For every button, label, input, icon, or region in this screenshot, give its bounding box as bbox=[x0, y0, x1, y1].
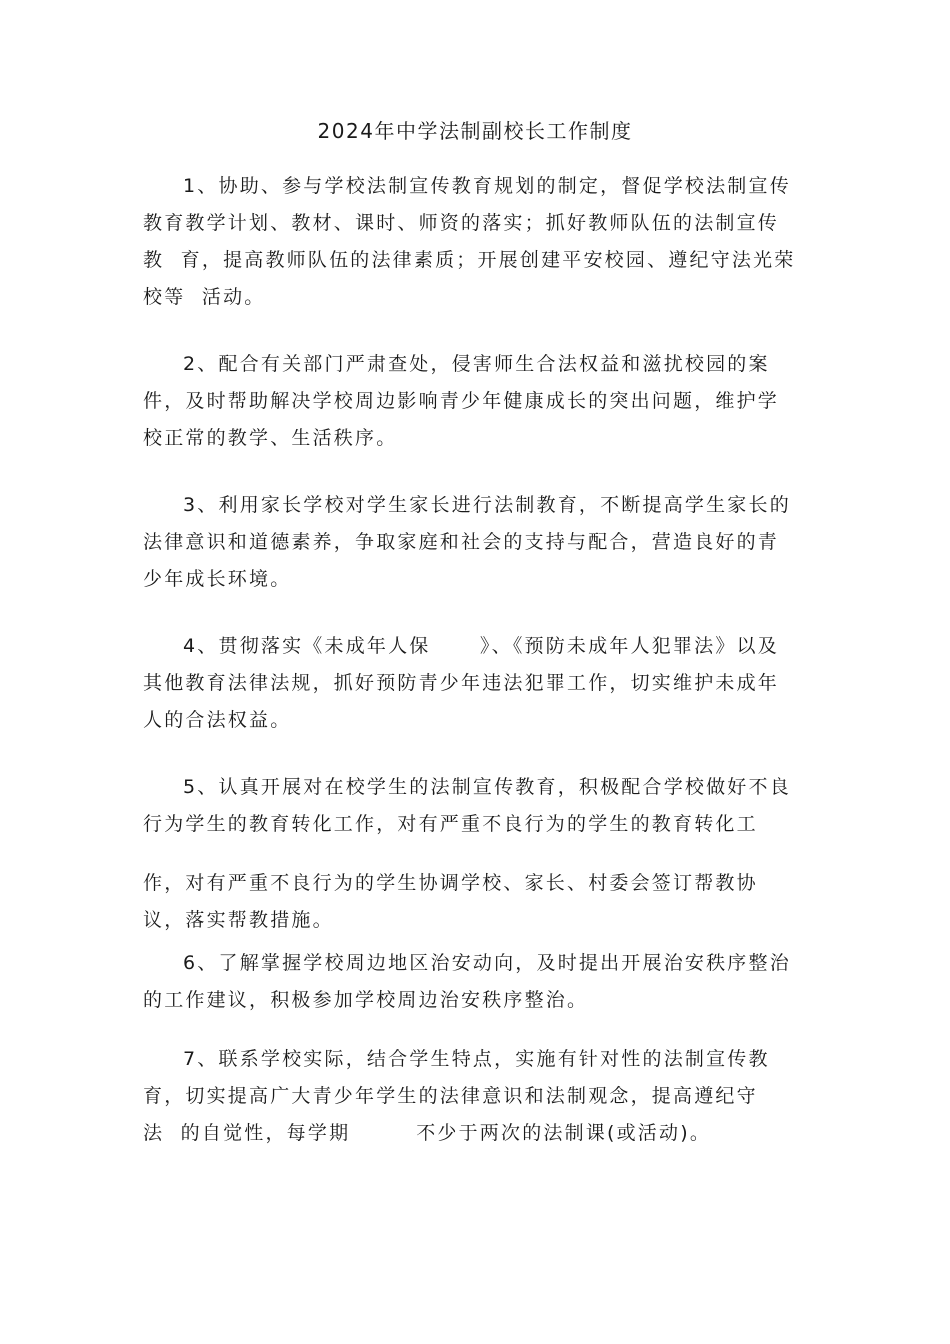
paragraph-line: 行为学生的教育转化工作，对有严重不良行为的学生的教育转化工 bbox=[143, 813, 758, 835]
paragraph-line: 1、协助、参与学校法制宣传教育规划的制定，督促学校法制宣传 bbox=[183, 175, 791, 197]
paragraph-line: 法 的自觉性，每学期 不少于两次的法制课(或活动)。 bbox=[143, 1122, 712, 1144]
document-body bbox=[143, 168, 813, 1152]
paragraph-line: 议，落实帮教措施。 bbox=[143, 909, 334, 931]
paragraph-line: 5、认真开展对在校学生的法制宣传教育，积极配合学校做好不良 bbox=[183, 776, 791, 798]
paragraph-line: 校正常的教学、生活秩序。 bbox=[143, 427, 398, 449]
paragraph-4 bbox=[143, 628, 813, 739]
paragraph-5 bbox=[143, 769, 813, 843]
paragraph-line: 法律意识和道德素养，争取家庭和社会的支持与配合，营造良好的青 bbox=[143, 531, 780, 553]
paragraph-2 bbox=[143, 346, 813, 457]
paragraph-1 bbox=[143, 168, 813, 316]
paragraph-7 bbox=[143, 1041, 813, 1152]
paragraph-line: 其他教育法律法规，抓好预防青少年违法犯罪工作，切实维护未成年 bbox=[143, 672, 780, 694]
paragraph-line: 的工作建议，积极参加学校周边治安秩序整治。 bbox=[143, 989, 589, 1011]
paragraph-line: 件，及时帮助解决学校周边影响青少年健康成长的突出问题，维护学 bbox=[143, 390, 780, 412]
paragraph-6 bbox=[143, 945, 813, 1019]
paragraph-line: 人的合法权益。 bbox=[143, 709, 292, 731]
paragraph-line: 6、了解掌握学校周边地区治安动向，及时提出开展治安秩序整治 bbox=[183, 952, 791, 974]
paragraph-line: 教育教学计划、教材、课时、师资的落实；抓好教师队伍的法制宣传 bbox=[143, 212, 780, 234]
paragraph-line: 校等 活动。 bbox=[143, 286, 266, 308]
paragraph-line: 2、配合有关部门严肃查处，侵害师生合法权益和滋扰校园的案 bbox=[183, 353, 770, 375]
document-title: 2024年中学法制副校长工作制度 bbox=[317, 119, 633, 143]
paragraph-line: 育，切实提高广大青少年学生的法律意识和法制观念，提高遵纪守 bbox=[143, 1085, 758, 1107]
paragraph-line: 7、联系学校实际，结合学生特点，实施有针对性的法制宣传教 bbox=[183, 1048, 770, 1070]
paragraph-line: 少年成长环境。 bbox=[143, 568, 292, 590]
paragraph-line: 4、贯彻落实《未成年人保 》、《预防未成年人犯罪法》以及 bbox=[183, 635, 779, 657]
paragraph-line: 3、利用家长学校对学生家长进行法制教育，不断提高学生家长的 bbox=[183, 494, 791, 516]
paragraph-line: 教 育，提高教师队伍的法律素质；开展创建平安校园、遵纪守法光荣 bbox=[143, 249, 796, 271]
paragraph-line: 作，对有严重不良行为的学生协调学校、家长、村委会签订帮教协 bbox=[143, 872, 758, 894]
paragraph-3 bbox=[143, 487, 813, 598]
paragraph-5-continued bbox=[143, 865, 813, 939]
